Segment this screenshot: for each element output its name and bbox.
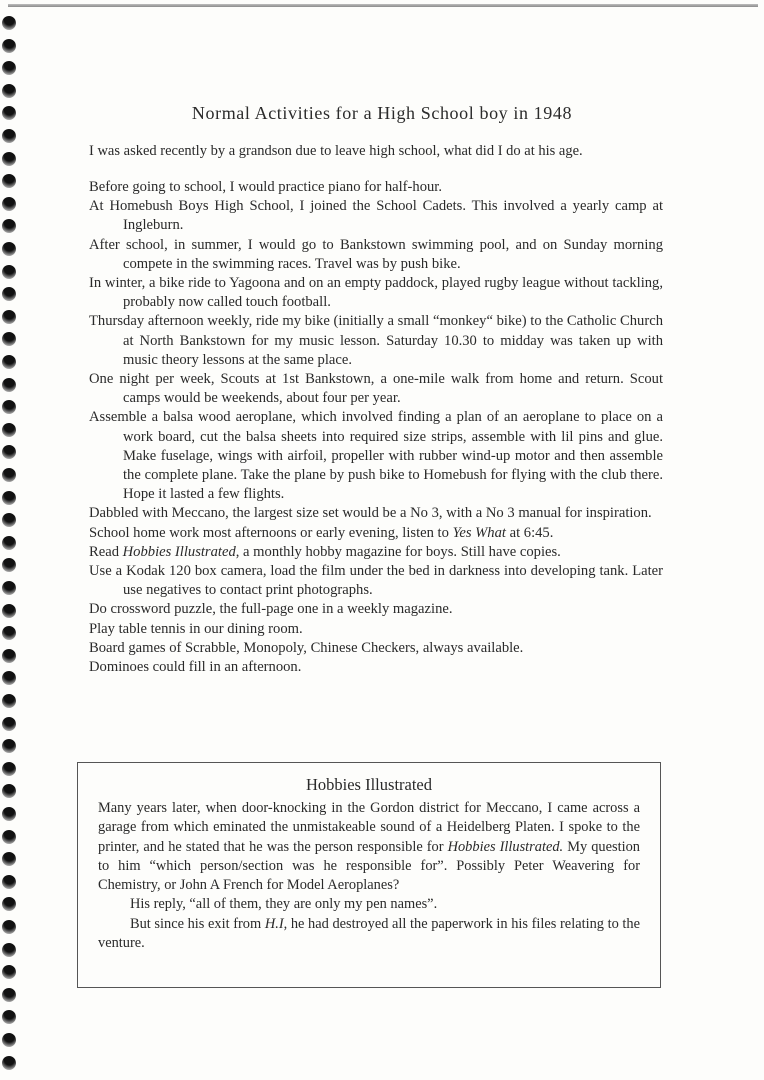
binding-hole-icon [0,127,18,145]
box-paragraph [98,915,640,954]
binding-hole-icon [0,963,18,981]
binding-hole-icon [0,873,18,891]
activity-item [89,178,663,197]
binding-hole-icon [0,376,18,394]
binding-hole-icon [0,330,18,348]
binding-hole-icon [0,511,18,529]
text-run: My question to him “which person/section was he responsible for”. Possibly Peter Weavering for Chemistry, or John A French for Model Aeroplanes? [98,838,640,894]
binding-hole-icon [0,986,18,1004]
page-title: Normal Activities for a High School boy in 1948 [191,103,573,123]
text-run: Use a Kodak 120 box camera, load the film under the bed in darkness into developing tank. Later use negatives to contact print photographs. [89,563,663,599]
binding-hole-icon [0,398,18,416]
binding-hole-icon [0,579,18,597]
activity-item [89,620,663,639]
binding-hole-icon [0,850,18,868]
intro-paragraph: I was asked recently by a grandson due to leave high school, what did I do at his age. [89,143,583,159]
text-run: Dabbled with Meccano, the largest size set would be a No 3, with a No 3 manual for inspiration. [89,505,652,522]
binding-hole-icon [0,285,18,303]
box-title: Hobbies Illustrated [305,775,432,794]
activity-item [89,600,663,619]
activity-item [89,639,663,658]
binding-hole-icon [0,828,18,846]
italic-title-text: H.I [264,915,284,932]
binding-hole-icon [0,669,18,687]
text-run: After school, in summer, I would go to Bankstown swimming pool, and on Sunday morning compete in the swimming races. Travel was by push bike. [89,236,663,272]
binding-hole-icon [0,918,18,936]
text-run: Dominoes could fill in an afternoon. [89,659,302,676]
binding-hole-icon [0,556,18,574]
binding-hole-icon [0,534,18,552]
text-run: Do crossword puzzle, the full-page one in a weekly magazine. [89,601,453,618]
binding-hole-icon [0,172,18,190]
binding-hole-icon [0,1031,18,1049]
binding-hole-icon [0,421,18,439]
activity-item [89,197,663,235]
spiral-binding [2,10,24,1080]
box-paragraph [98,799,640,895]
binding-hole-icon [0,14,18,32]
binding-hole-icon [0,624,18,642]
binding-hole-icon [0,443,18,461]
box-body [98,799,640,953]
text-run: Read [89,543,123,560]
binding-hole-icon [0,760,18,778]
italic-title-text: Yes What [452,524,506,541]
text-run: School home work most afternoons or early evening, listen to [89,524,453,541]
binding-hole-icon [0,737,18,755]
activities-list [89,178,663,677]
text-run: At Homebush Boys High School, I joined the School Cadets. This involved a yearly camp at Ingleburn. [89,198,663,234]
box-paragraph [98,895,640,914]
binding-hole-icon [0,715,18,733]
binding-hole-icon [0,1054,18,1072]
activity-item [89,658,663,677]
text-run: at 6:45. [505,524,554,541]
binding-hole-icon [0,647,18,665]
binding-hole-icon [0,82,18,100]
text-run: Before going to school, I would practice piano for half-hour. [89,179,442,195]
binding-hole-icon [0,353,18,371]
binding-hole-icon [0,59,18,77]
activity-item [89,274,663,312]
binding-hole-icon [0,805,18,823]
text-run: Assemble a balsa wood aeroplane, which involved finding a plan of an aeroplane to place on a work board, cut the balsa sheets into required size strips, assemble with lil pins and glue. Make fuselage, wings with airfoil, propeller with rubber wind-up motor and then assemble the complete plane. Take the plane by push bike to Homebush for flying with the club there. Hope it lasted a few flights. [89,409,663,503]
activity-item [89,524,663,543]
text-run: But since his exit from [130,915,265,932]
text-run: Play table tennis in our dining room. [89,620,303,637]
activity-item [89,504,663,523]
binding-hole-icon [0,489,18,507]
binding-hole-icon [0,466,18,484]
binding-hole-icon [0,895,18,913]
binding-hole-icon [0,941,18,959]
binding-hole-icon [0,195,18,213]
binding-hole-icon [0,692,18,710]
binding-hole-icon [0,308,18,326]
text-run: , a monthly hobby magazine for boys. Still have copies. [235,543,561,560]
activity-item [89,562,663,600]
text-run: , he had destroyed all the paperwork in his files relating to the venture. [98,915,640,952]
activity-item [89,370,663,408]
activity-item [89,408,663,504]
binding-hole-icon [0,263,18,281]
binding-hole-icon [0,602,18,620]
binding-hole-icon [0,150,18,168]
text-run: In winter, a bike ride to Yagoona and on an empty paddock, played rugby league without tackling, probably now called touch football. [89,275,663,311]
binding-hole-icon [0,240,18,258]
text-run: Thursday afternoon weekly, ride my bike (initially a small “monkey“ bike) to the Catholic Church at North Bankstown for my music lesson. Saturday 10.30 to midday was taken up with music theory lessons at the same place. [89,313,663,368]
binding-hole-icon [0,1008,18,1026]
italic-title-text: Hobbies Illustrated [122,543,236,560]
text-run: Board games of Scrabble, Monopoly, Chinese Checkers, always available. [89,639,524,656]
binding-hole-icon [0,782,18,800]
binding-hole-icon [0,37,18,55]
binding-hole-icon [0,217,18,235]
activity-item [89,543,663,562]
italic-title-text: Hobbies Illustrated. [447,838,564,855]
hobbies-illustrated-box [77,762,661,988]
text-run: One night per week, Scouts at 1st Bankstown, a one-mile walk from home and return. Scout camps would be weekends, about four per year. [89,371,663,407]
activity-item [89,236,663,274]
activity-item [89,312,663,370]
text-run: His reply, “all of them, they are only my pen names”. [130,896,438,913]
text-run: Many years later, when door-knocking in the Gordon district for Meccano, I came across a garage from which eminated the unmistakeable sound of a Heidelberg Platen. I spoke to the printer, and he stated that he was the person responsible for [98,800,640,855]
top-edge-rule [8,4,758,7]
